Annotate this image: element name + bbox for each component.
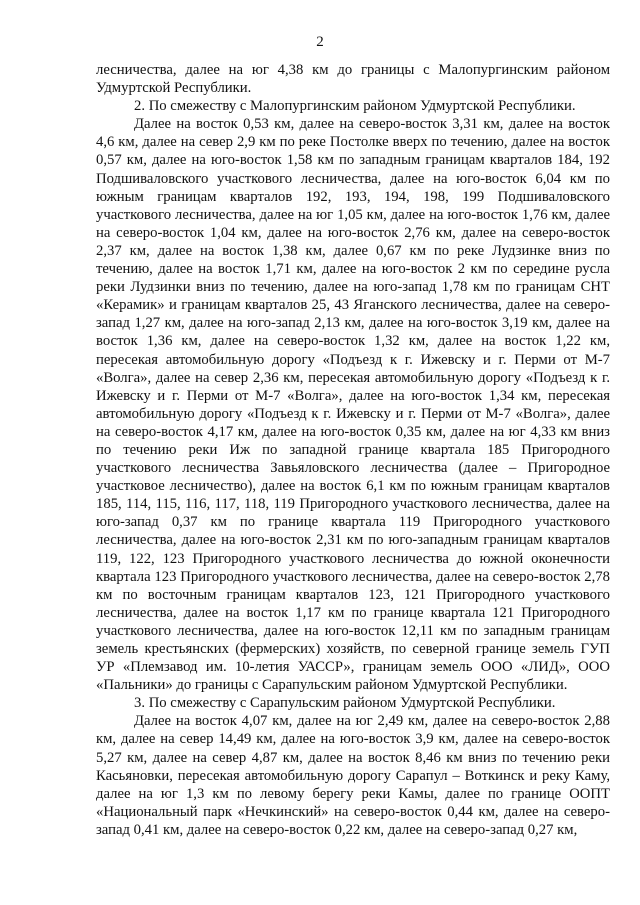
paragraph-malopurginsky-boundary: Далее на восток 0,53 км, далее на северо-восток 3,31 км, далее на восток 4,6 км, далее на север 2,9 км по реке Постолке вверх по течению, далее на восток 0,57 км, далее на юго-восток 1,58 км по западным границам кварталов 184, 192 Подшиваловского участкового лесничества, далее на юго-восток 6,04 км по южным границам кварталов 192, 193, 194, 198, 199 Подшиваловского участкового лесничества, далее на юг 1,05 км, далее на юго-восток 1,76 км, далее на северо-восток 1,04 км, далее на юго-восток 2,76 км, далее на северо-восток 2,37 км, далее на восток 1,38 км, далее 0,67 км по реке Лудзинке вниз по течению, далее на восток 1,71 км, далее на юго-восток 2 км по середине русла реки Лудзинки вниз по течению, далее на юго-запад 1,78 км по границам СНТ «Керамик» и границам кварталов 25, 43 Яганского лесничества, далее на северо-запад 1,27 км, далее на юго-запад 2,13 км, далее на юго-восток 3,19 км, далее на восток 1,36 км, далее на северо-восток 1,32 км, далее на восток 1,22 км, пересекая автомобильную дорогу «Подъезд к г. Ижевску и г. Перми от М-7 «Волга», далее на север 2,36 км, пересекая автомобильную дорогу «Подъезд к г. Ижевску и г. Перми от М-7 «Волга», далее на юго-восток 1,34 км, пересекая автомобильную дорогу «Подъезд к г. Ижевску и г. Перми от М-7 «Волга», далее на северо-восток 4,17 км, далее на юго-восток 0,35 км, далее на юг 4,33 км вниз по течению реки Иж по западной границе квартала 185 Пригородного участкового лесничества Завьяловского лесничества (далее – Пригородное участковое лесничество), далее на восток 6,1 км по южным границам кварталов 185, 114, 115, 116, 117, 118, 119 Пригородного участкового лесничества, далее на юго-запад 0,37 км по границе квартала 119 Пригородного участкового лесничества, далее на юго-восток 2,31 км по юго-западным границам кварталов 119, 122, 123 Пригородного участкового лесничества до южной оконечности квартала 123 Пригородного участкового лесничества, далее на северо-восток 2,78 км по восточным границам кварталов 123, 121 Пригородного участкового лесничества, далее на восток 1,17 км по границе квартала 121 Пригородного участкового лесничества, далее на юго-восток 12,11 км по западным границам земель крестьянских (фермерских) хозяйств, по северной границе земель ГУП УР «Племзавод им. 10-летия УАССР», границам земель ООО «ЛИД», ООО «Пальники» до границы с Сарапульским районом Удмуртской Республики. bbox=[96, 116, 610, 694]
section-heading-malopurginsky: 2. По смежеству с Малопургинским районом Удмуртской Республики. bbox=[134, 98, 576, 115]
section-heading-sarapulsky: 3. По смежеству с Сарапульским районом Удмуртской Республики. bbox=[134, 695, 556, 712]
document-body bbox=[96, 61, 610, 839]
paragraph-sarapulsky-boundary: Далее на восток 4,07 км, далее на юг 2,49 км, далее на северо-восток 2,88 км, далее на север 14,49 км, далее на юго-восток 3,9 км, далее на северо-восток 5,27 км, далее на север 4,87 км, далее на восток 8,46 км вниз по течению реки Касьяновки, пересекая автомобильную дорогу Сарапул – Воткинск и реку Каму, далее на юг 1,3 км по левому берегу реки Камы, далее по границе ООПТ «Национальный парк «Нечкинский» на северо-восток 0,44 км, далее на северо-запад 0,41 км, далее на северо-восток 0,22 км, далее на северо-запад 0,27 км, bbox=[96, 713, 610, 838]
paragraph-continuation: лесничества, далее на юг 4,38 км до границы с Малопургинским районом Удмуртской Республики. bbox=[96, 62, 610, 97]
page-number: 2 bbox=[316, 34, 324, 50]
